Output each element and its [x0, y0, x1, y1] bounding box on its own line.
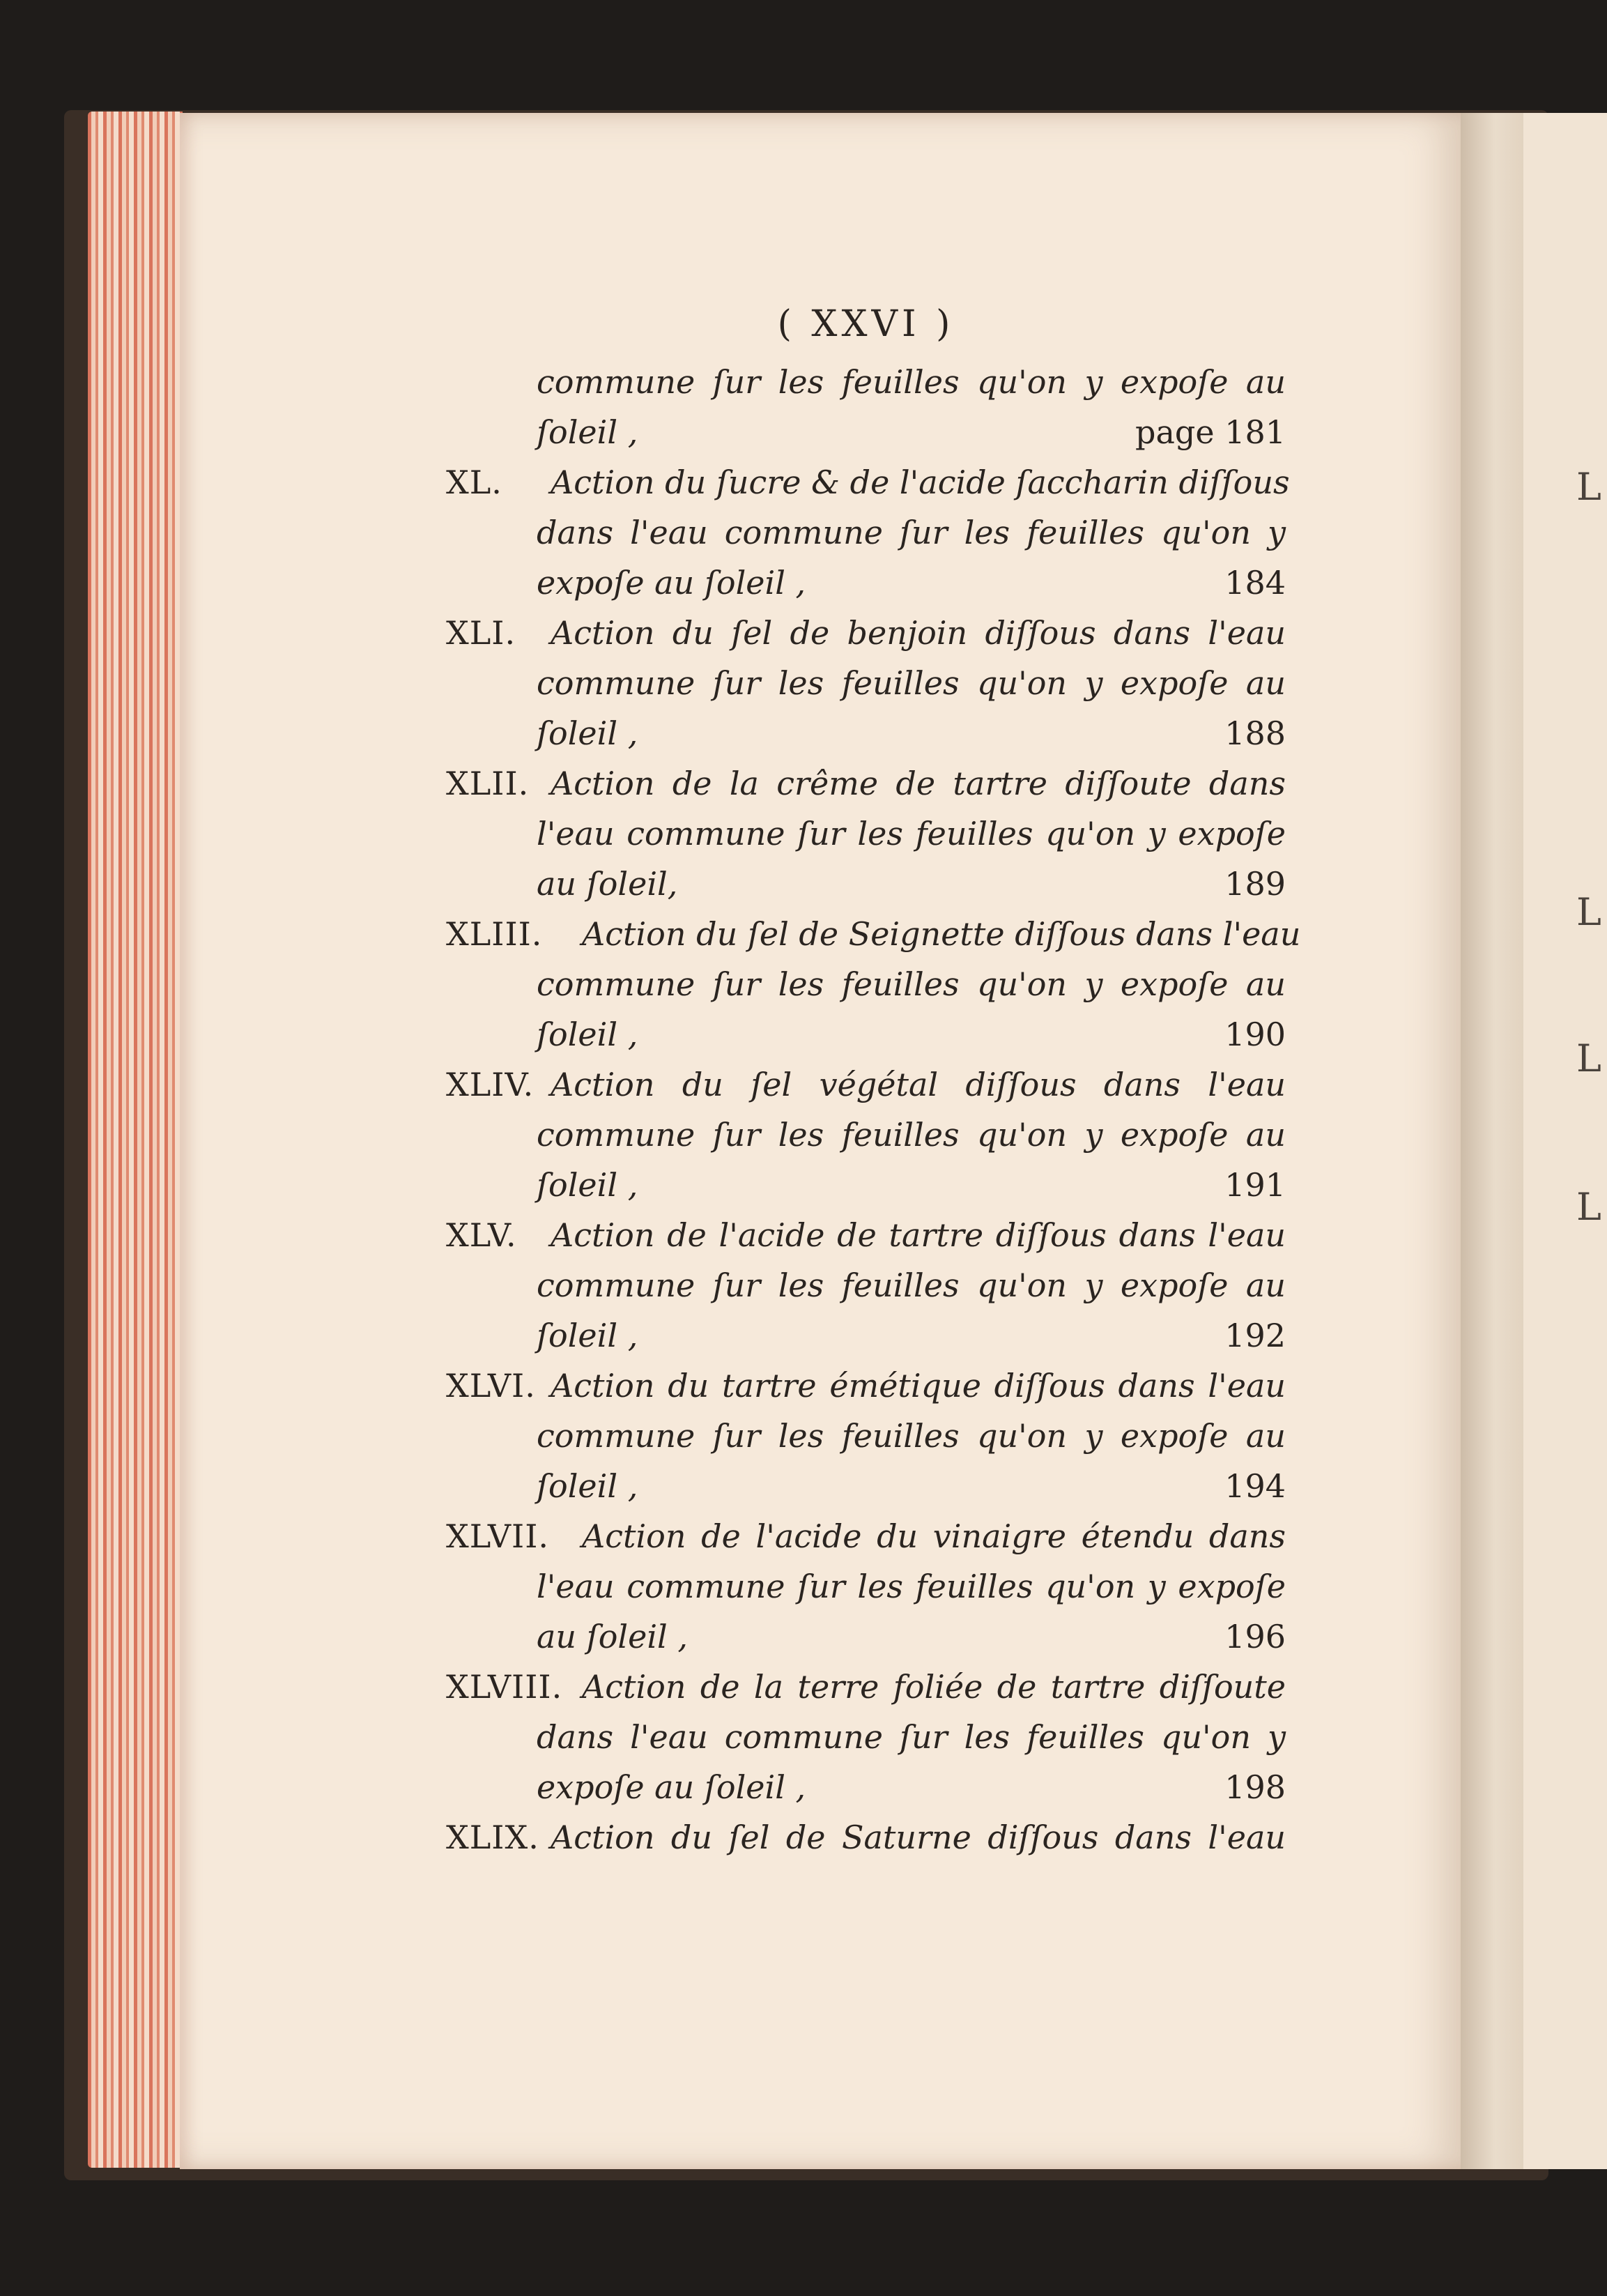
entry-number: XLIV. [446, 1066, 535, 1103]
entry-line-text: expoſe au ſoleil , [537, 1768, 806, 1806]
toc-entry [446, 608, 1286, 758]
entry-title-line: Action de l'acide du vinaigre étendu dans [582, 1517, 1286, 1555]
toc-entry [446, 758, 1286, 909]
entry-number: XL. [446, 464, 502, 501]
page-number: 194 [1224, 1467, 1286, 1505]
entry-number: XLVII. [446, 1517, 550, 1555]
table-of-contents [446, 300, 1301, 1862]
page-number: 196 [1224, 1618, 1286, 1655]
entry-title-line: Action du ſel de benjoin diſſous dans l'eau [551, 614, 1286, 652]
entry-line: l'eau commune ſur les feuilles qu'on y expoſe [537, 815, 1286, 852]
entry-line: commune ſur les feuilles qu'on y expoſe au [537, 1116, 1286, 1154]
entry-last-line [446, 1762, 1286, 1812]
page-number: 191 [1224, 1166, 1286, 1204]
toc-entry [446, 909, 1301, 1059]
entry-line: commune ſur les feuilles qu'on y expoſe au [537, 664, 1286, 702]
entry-line-text: ſoleil , [537, 714, 638, 752]
page-edges [88, 112, 183, 2168]
entry-last-line [446, 1612, 1286, 1662]
entry-line-text: expoſe au ſoleil , [537, 564, 806, 602]
entry-line: commune ſur les feuilles qu'on y expoſe au [537, 363, 1286, 401]
entry-number: XLI. [446, 614, 516, 652]
entry-title-line: Action de la terre foliée de tartre diſſoute [582, 1668, 1286, 1706]
entry-line-text: ſoleil , [537, 1317, 638, 1354]
entry-line: l'eau commune ſur les feuilles qu'on y expoſe [537, 1568, 1286, 1605]
entry-number: XLV. [446, 1216, 517, 1254]
entry-number: XLII. [446, 765, 530, 802]
entry-line: commune ſur les feuilles qu'on y expoſe au [537, 1266, 1286, 1304]
entry-line-text: ſoleil , [537, 1016, 638, 1053]
page-number: page 181 [1135, 413, 1286, 451]
toc-entry [446, 1361, 1286, 1511]
book-gutter [1461, 113, 1523, 2169]
entry-line: commune ſur les feuilles qu'on y expoſe au [537, 1417, 1286, 1455]
entry-number: XLIX. [446, 1819, 539, 1856]
entry-line-text: ſoleil , [537, 1166, 638, 1204]
entry-title-line: Action du tartre émétique diſſous dans l'eau [551, 1367, 1286, 1405]
facing-page-letter: L [1576, 890, 1601, 934]
entry-line: commune ſur les feuilles qu'on y expoſe au [537, 965, 1286, 1003]
facing-page-letter: L [1576, 1185, 1601, 1229]
entry-last-line [446, 558, 1286, 608]
toc-entry [446, 1511, 1286, 1662]
entry-last-line [446, 1461, 1286, 1511]
entry-last-line [446, 1009, 1286, 1059]
toc-entry [446, 1812, 1286, 1862]
entry-title-line: Action de la crême de tartre diſſoute dans [551, 765, 1286, 802]
page-number: 192 [1224, 1317, 1286, 1354]
entry-title-line: Action du ſel de Saturne diſſous dans l'eau [551, 1819, 1286, 1856]
toc-entry [446, 1059, 1286, 1210]
page-header: ( XXVI ) [777, 303, 955, 345]
entry-line-text: ſoleil , [537, 1467, 638, 1505]
entry-title-line: Action du ſel de Seignette diſſous dans l'eau [582, 915, 1301, 953]
entry-number: XLIII. [446, 915, 543, 953]
entry-line: dans l'eau commune ſur les feuilles qu'on y [537, 1718, 1286, 1756]
toc-entry-continuation [446, 357, 1286, 457]
entry-line: dans l'eau commune ſur les feuilles qu'on y [537, 514, 1286, 551]
entry-number: XLVI. [446, 1367, 536, 1405]
entry-line-text: ſoleil , [537, 413, 638, 451]
entry-last-line [446, 1310, 1286, 1361]
facing-page [1523, 113, 1607, 2169]
toc-entry [446, 457, 1290, 608]
entry-last-line [446, 407, 1286, 457]
entry-last-line [446, 708, 1286, 758]
entry-line-text: au ſoleil, [537, 865, 678, 903]
page-number: 190 [1224, 1016, 1286, 1053]
facing-page-letter: L [1576, 465, 1601, 509]
entry-title-line: Action du ſel végétal diſſous dans l'eau [551, 1066, 1286, 1103]
facing-page-letter: L [1576, 1036, 1601, 1080]
entry-line-text: au ſoleil , [537, 1618, 688, 1655]
entry-number: XLVIII. [446, 1668, 563, 1706]
entry-last-line [446, 1160, 1286, 1210]
entry-last-line [446, 859, 1286, 909]
entry-title-line: Action du ſucre & de l'acide ſaccharin diſſous [551, 464, 1290, 501]
toc-entry [446, 1210, 1286, 1361]
page-number: 198 [1224, 1768, 1286, 1806]
page-number: 188 [1224, 714, 1286, 752]
toc-entry [446, 1662, 1286, 1812]
page-number: 189 [1224, 865, 1286, 903]
page-number: 184 [1224, 564, 1286, 602]
entry-title-line: Action de l'acide de tartre diſſous dans l'eau [551, 1216, 1286, 1254]
